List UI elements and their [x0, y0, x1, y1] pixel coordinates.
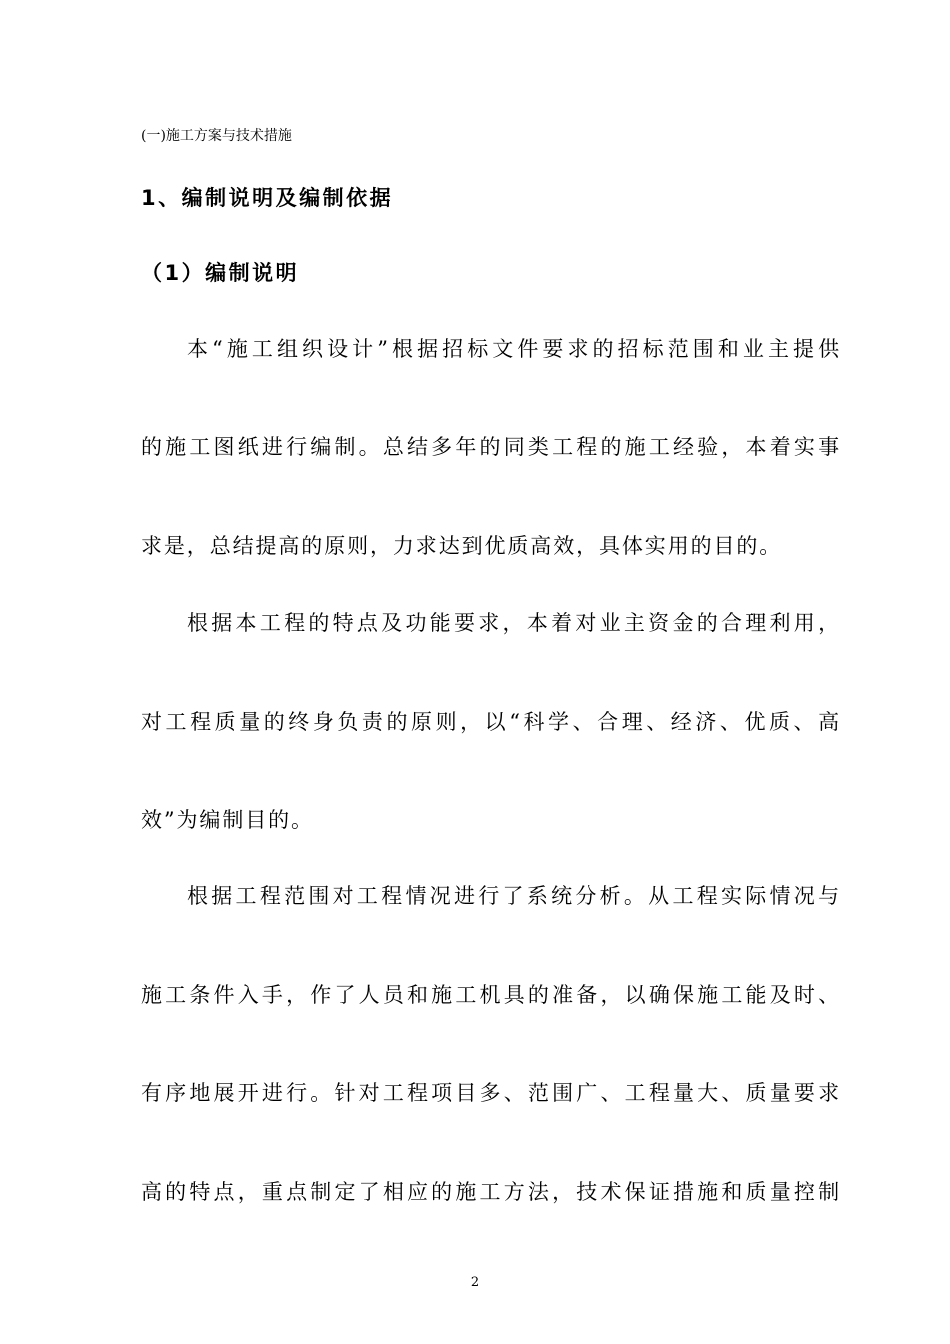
paragraph-line: 高的特点，重点制定了相应的施工方法，技术保证措施和质量控制 — [141, 1180, 841, 1204]
paragraph-line: 的施工图纸进行编制。总结多年的同类工程的施工经验，本着实事 — [141, 435, 841, 459]
paragraph-line: 求是，总结提高的原则，力求达到优质高效，具体实用的目的。 — [141, 534, 783, 558]
page-number: 2 — [470, 1275, 480, 1290]
paragraph-line: 本“施工组织设计”根据招标文件要求的招标范围和业主提供 — [187, 337, 841, 361]
heading-compilation-basis: 1、编制说明及编制依据 — [141, 186, 394, 210]
paragraph-line: 根据本工程的特点及功能要求，本着对业主资金的合理利用， — [187, 611, 841, 635]
paragraph-line: 根据工程范围对工程情况进行了系统分析。从工程实际情况与 — [187, 884, 841, 908]
paragraph-line: 施工条件入手，作了人员和施工机具的准备，以确保施工能及时、 — [141, 983, 841, 1007]
paragraph-line: 对工程质量的终身负责的原则，以“科学、合理、经济、优质、高 — [141, 710, 841, 734]
section-label: (一)施工方案与技术措施 — [141, 128, 292, 144]
paragraph-line: 效”为编制目的。 — [141, 808, 314, 832]
heading-compilation-notes: （1）编制说明 — [141, 261, 300, 285]
paragraph-line: 有序地展开进行。针对工程项目多、范围广、工程量大、质量要求 — [141, 1081, 841, 1105]
